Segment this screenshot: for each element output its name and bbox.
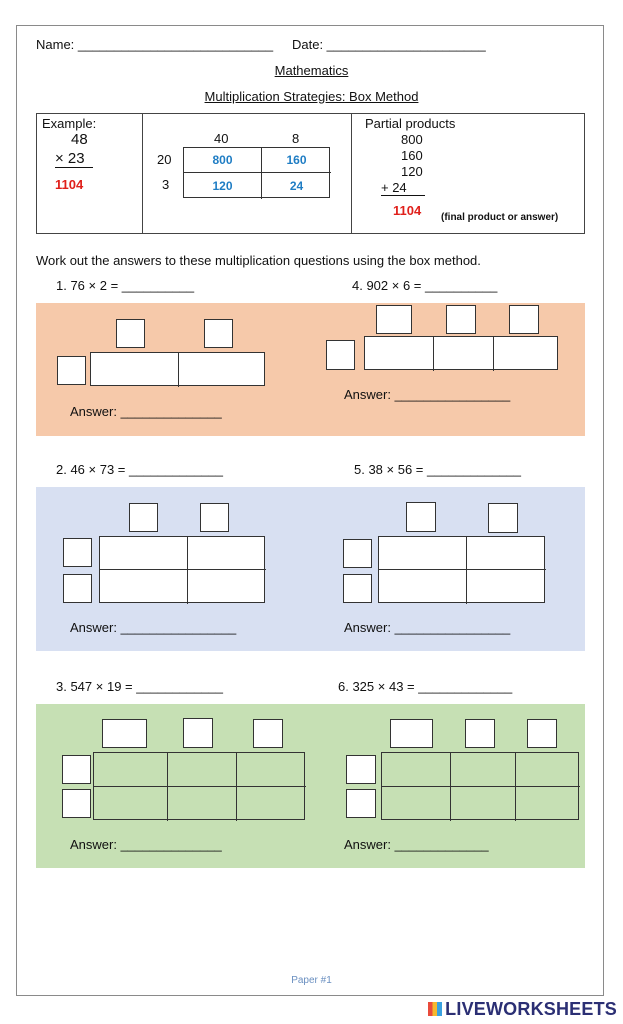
q6-column-input[interactable]: [465, 719, 495, 748]
q4-grid-cell[interactable]: [434, 337, 494, 371]
date-field[interactable]: Date: ______________________: [292, 37, 486, 52]
example-label: Example:: [42, 116, 97, 131]
q5-row-input[interactable]: [343, 574, 372, 603]
name-field[interactable]: Name: ___________________________: [36, 37, 274, 52]
example-multiplier: × 23: [55, 150, 93, 168]
q2-column-input[interactable]: [129, 503, 158, 532]
q6-answer-line[interactable]: Answer: _____________: [344, 837, 489, 852]
q6-grid-cell[interactable]: [382, 787, 451, 821]
q6-row-input[interactable]: [346, 755, 376, 784]
q3-column-input[interactable]: [253, 719, 283, 748]
q3-column-input[interactable]: [102, 719, 147, 748]
q2-box-grid: [99, 536, 265, 603]
subject-title: Mathematics: [274, 63, 349, 78]
q5-grid-cell[interactable]: [467, 537, 546, 570]
example-panel: [36, 113, 585, 234]
example-cell: 24: [289, 179, 304, 193]
q5-grid-cell[interactable]: [467, 570, 546, 604]
q3-grid-cell[interactable]: [94, 753, 168, 787]
q6-column-input[interactable]: [390, 719, 433, 748]
q1-grid-cell[interactable]: [91, 353, 179, 387]
example-answer: 1104: [55, 177, 84, 192]
question-2: 2. 46 × 73 = _____________: [56, 462, 223, 477]
q6-grid-cell[interactable]: [451, 787, 516, 821]
liveworksheets-logo[interactable]: [428, 999, 617, 1020]
final-product-note: (final product or answer): [441, 212, 559, 223]
q5-box-grid: [378, 536, 545, 603]
q2-grid-cell[interactable]: [188, 537, 266, 570]
instructions: Work out the answers to these multiplication questions using the box method.: [36, 253, 481, 268]
page-footer: Paper #1: [291, 975, 332, 986]
q4-column-input[interactable]: [509, 305, 539, 334]
partial-product: 120: [401, 164, 423, 179]
q1-grid-cell[interactable]: [179, 353, 266, 387]
example-col-header-1: 40: [214, 131, 229, 146]
q6-column-input[interactable]: [527, 719, 557, 748]
q2-row-input[interactable]: [63, 538, 92, 567]
example-row-header-1: 20: [157, 152, 172, 167]
q1-row-input[interactable]: [57, 356, 86, 385]
q2-column-input[interactable]: [200, 503, 229, 532]
final-product: 1104: [393, 203, 422, 218]
q5-column-input[interactable]: [406, 502, 436, 532]
q6-grid-cell[interactable]: [382, 753, 451, 787]
q3-row-input[interactable]: [62, 755, 91, 784]
q4-column-input[interactable]: [446, 305, 476, 334]
example-row-header-2: 3: [162, 177, 170, 192]
example-cell: 120: [184, 173, 262, 199]
question-4: 4. 902 × 6 = __________: [352, 278, 498, 293]
question-6: 6. 325 × 43 = _____________: [338, 679, 513, 694]
q5-answer-line[interactable]: Answer: ________________: [344, 620, 511, 635]
q3-answer-line[interactable]: Answer: ______________: [70, 837, 222, 852]
q6-grid-cell[interactable]: [451, 753, 516, 787]
partial-product: 800: [401, 132, 423, 147]
q6-grid-cell[interactable]: [516, 787, 580, 821]
q3-grid-cell[interactable]: [168, 753, 237, 787]
partial-products-label: Partial products: [365, 116, 456, 131]
q3-row-input[interactable]: [62, 789, 91, 818]
worksheet-title: Multiplication Strategies: Box Method: [204, 89, 419, 104]
partial-product: 160: [401, 148, 423, 163]
q2-answer-line[interactable]: Answer: ________________: [70, 620, 237, 635]
example-col-header-2: 8: [292, 131, 300, 146]
q6-row-input[interactable]: [346, 789, 376, 818]
q3-grid-cell[interactable]: [237, 753, 306, 787]
example-box-grid: [183, 147, 330, 198]
q4-grid-cell[interactable]: [494, 337, 559, 371]
q2-grid-cell[interactable]: [100, 570, 188, 604]
question-3: 3. 547 × 19 = ____________: [56, 679, 223, 694]
question-1: 1. 76 × 2 = __________: [56, 278, 195, 293]
question-5: 5. 38 × 56 = _____________: [354, 462, 521, 477]
q4-answer-line[interactable]: Answer: ________________: [344, 387, 511, 402]
example-top-number: 48: [71, 131, 88, 148]
q5-grid-cell[interactable]: [379, 537, 467, 570]
q3-box-grid: [93, 752, 305, 820]
q2-grid-cell[interactable]: [188, 570, 266, 604]
q3-grid-cell[interactable]: [94, 787, 168, 821]
q4-row-input[interactable]: [326, 340, 355, 370]
example-cell: 160: [262, 148, 331, 173]
q2-grid-cell[interactable]: [100, 537, 188, 570]
q3-grid-cell[interactable]: [237, 787, 306, 821]
q1-box-grid: [90, 352, 265, 386]
q4-column-input[interactable]: [376, 305, 412, 334]
q1-column-input[interactable]: [116, 319, 145, 348]
q5-column-input[interactable]: [488, 503, 518, 533]
q5-grid-cell[interactable]: [379, 570, 467, 604]
q1-column-input[interactable]: [204, 319, 233, 348]
q6-box-grid: [381, 752, 579, 820]
q4-grid-cell[interactable]: [365, 337, 434, 371]
q5-row-input[interactable]: [343, 539, 372, 568]
q4-box-grid: [364, 336, 558, 370]
partial-product-sum: + 24: [381, 180, 425, 196]
q3-column-input[interactable]: [183, 718, 213, 748]
q2-row-input[interactable]: [63, 574, 92, 603]
q3-grid-cell[interactable]: [168, 787, 237, 821]
brand-name: LIVEWORKSHEETS: [445, 999, 617, 1019]
q1-answer-line[interactable]: Answer: ______________: [70, 404, 222, 419]
q6-grid-cell[interactable]: [516, 753, 580, 787]
example-cell: 800: [184, 148, 262, 173]
liveworksheets-cube-icon: [428, 1002, 442, 1016]
